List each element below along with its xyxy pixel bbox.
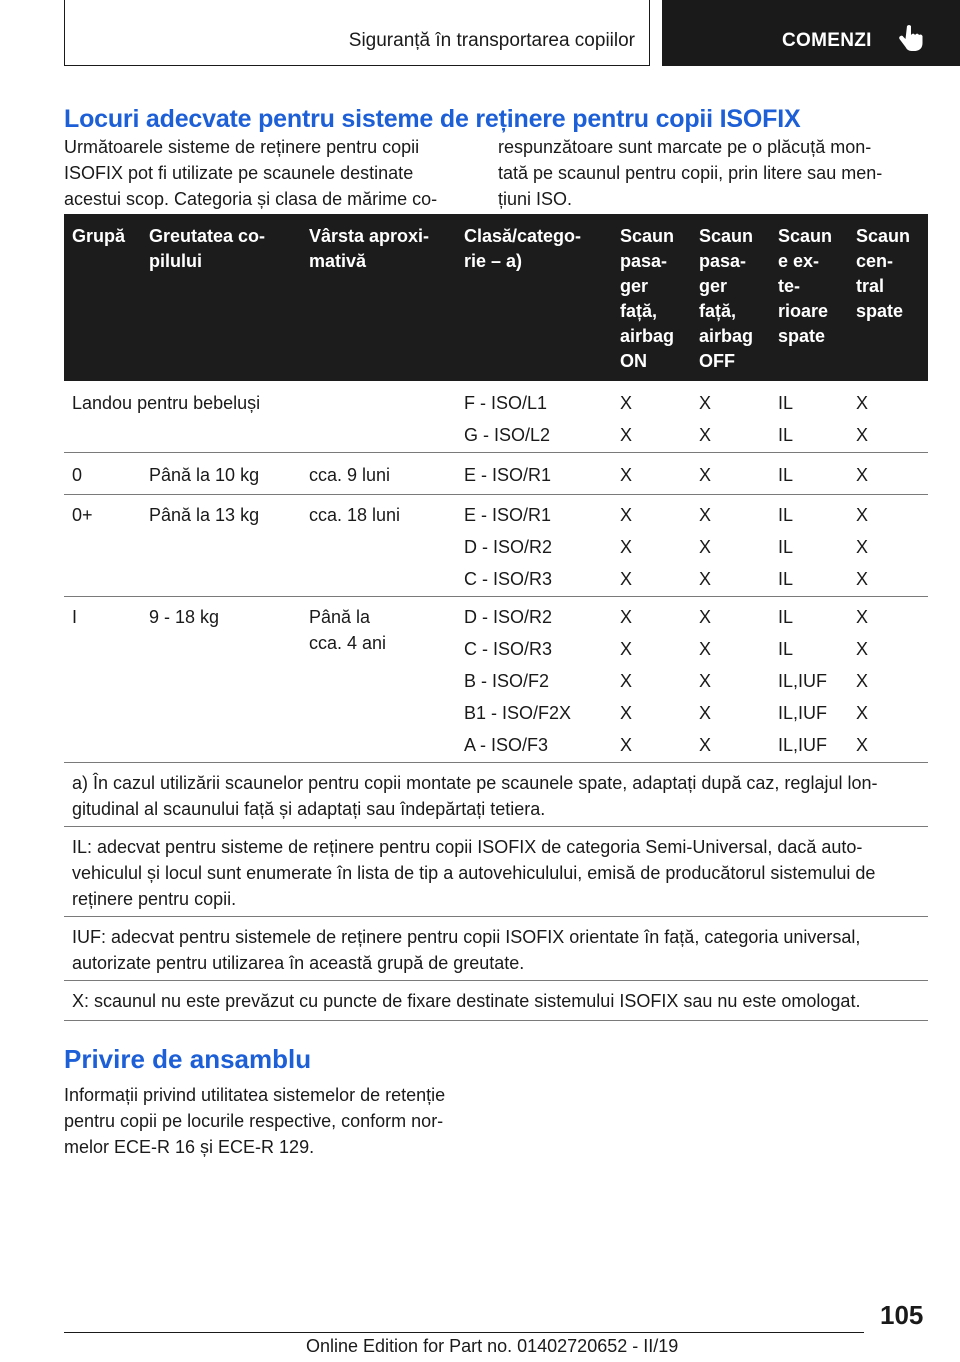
table-cell-group: 0+ <box>72 505 93 525</box>
footer-divider <box>64 1332 864 1333</box>
class-value: E - ISO/R1 <box>464 505 552 525</box>
overview-line: Informații privind utilitatea sistemelor de retenție <box>64 1085 446 1105</box>
rear-center-value: X <box>856 639 869 659</box>
table-note-x: X: scaunul nu este prevăzut cu puncte de fixare destinate sistemului ISOFIX sau nu este omologat. <box>72 991 861 1011</box>
class-value: D - ISO/R2 <box>464 607 553 627</box>
table-cell-front-off <box>699 390 711 454</box>
class-value: B - ISO/F2 <box>464 671 550 691</box>
table-cell-rear-outer <box>778 604 827 764</box>
table-cell-front-on: X <box>620 465 633 485</box>
header-section-box <box>64 0 650 66</box>
table-note-a: a) În cazul utilizării scaunelor pentru copii montate pe scaunele spate, adaptați după caz, reglajul lon-gitudinal al scaunului față și adaptați sau îndepărtați tetiera. <box>72 773 878 819</box>
front-off-value: X <box>699 607 712 627</box>
intro-line: acestui scop. Categoria și clasa de mărime co- <box>64 189 438 209</box>
rear-outer-value: IL <box>778 569 794 589</box>
table-cell-rear-outer: IL <box>778 465 794 485</box>
table-cell-front-on <box>620 604 632 764</box>
table-cell-group: 0 <box>72 465 83 485</box>
row-divider <box>64 980 928 981</box>
table-note-iuf: IUF: adecvat pentru sistemele de reținere pentru copii ISOFIX orientate în față, categoria universal, autorizate pentru utilizarea în această grupă de greutate. <box>72 927 861 973</box>
front-off-value: X <box>699 671 712 691</box>
overview-line: melor ECE-R 16 și ECE-R 129. <box>64 1137 315 1157</box>
front-on-value: X <box>620 607 633 627</box>
table-cell-front-off <box>699 604 711 764</box>
class-value: G - ISO/L2 <box>464 425 551 445</box>
rear-center-value: X <box>856 607 869 627</box>
front-off-value: X <box>699 703 712 723</box>
row-divider <box>64 826 928 827</box>
row-divider <box>64 452 928 453</box>
rear-center-value: X <box>856 703 869 723</box>
table-cell-rear-center <box>856 502 868 598</box>
rear-outer-value: IL <box>778 425 794 445</box>
table-cell-age: Până la cca. 4 ani <box>309 607 387 653</box>
class-value: A - ISO/F3 <box>464 735 549 755</box>
rear-center-value: X <box>856 735 869 755</box>
table-cell-group: Landou pentru bebeluși <box>72 393 261 413</box>
rear-center-value: X <box>856 537 869 557</box>
row-divider <box>64 494 928 495</box>
table-cell-weight: Până la 10 kg <box>149 465 260 485</box>
table-cell-group: I <box>72 607 78 627</box>
front-on-value: X <box>620 639 633 659</box>
front-off-value: X <box>699 505 712 525</box>
table-cell-classes <box>464 390 550 454</box>
table-header <box>64 214 928 381</box>
table-cell-rear-center <box>856 604 868 764</box>
row-divider <box>64 762 928 763</box>
intro-line: țiuni ISO. <box>498 189 573 209</box>
class-value: C - ISO/R3 <box>464 569 553 589</box>
header-weight: Greutatea co- pilului <box>149 226 266 271</box>
intro-column-2 <box>498 134 928 212</box>
row-divider <box>64 916 928 917</box>
table-cell-age: cca. 18 luni <box>309 505 401 525</box>
front-off-value: X <box>699 569 712 589</box>
rear-outer-value: IL,IUF <box>778 735 828 755</box>
page-title: Locuri adecvate pentru sisteme de reținere pentru copii ISOFIX <box>64 105 801 133</box>
rear-outer-value: IL <box>778 505 794 525</box>
front-off-value: X <box>699 425 712 445</box>
table-cell-front-off: X <box>699 465 712 485</box>
overview-text <box>64 1082 445 1160</box>
table-cell-rear-outer <box>778 390 793 454</box>
intro-line: Următoarele sisteme de reținere pentru copii <box>64 137 420 157</box>
front-on-value: X <box>620 735 633 755</box>
front-on-value: X <box>620 505 633 525</box>
front-on-value: X <box>620 393 633 413</box>
front-off-value: X <box>699 537 712 557</box>
overview-heading: Privire de ansamblu <box>64 1044 312 1074</box>
intro-line: respunzătoare sunt marcate pe o plăcuță mon- <box>498 137 872 157</box>
rear-center-value: X <box>856 425 869 445</box>
rear-center-value: X <box>856 505 869 525</box>
table-cell-classes: E - ISO/R1 <box>464 465 552 485</box>
rear-outer-value: IL,IUF <box>778 703 828 723</box>
table-cell-weight: 9 - 18 kg <box>149 607 220 627</box>
intro-column-1 <box>64 134 474 212</box>
front-on-value: X <box>620 425 633 445</box>
header-front-airbag-on: Scaun pasa- ger față, airbag ON <box>620 226 675 371</box>
rear-center-value: X <box>856 569 869 589</box>
table-cell-weight: Până la 13 kg <box>149 505 260 525</box>
rear-center-value: X <box>856 393 869 413</box>
rear-outer-value: IL <box>778 537 794 557</box>
row-divider <box>64 596 928 597</box>
class-value: B1 - ISO/F2X <box>464 703 572 723</box>
front-off-value: X <box>699 735 712 755</box>
intro-line: tată pe scaunul pentru copii, prin litere sau men- <box>498 163 883 183</box>
header-age: Vârsta aproxi- mativă <box>309 226 430 271</box>
table-cell-front-on <box>620 502 632 598</box>
hand-pointer-icon <box>899 24 923 52</box>
front-on-value: X <box>620 537 633 557</box>
table-cell-classes <box>464 502 552 598</box>
class-value: C - ISO/R3 <box>464 639 553 659</box>
table-cell-rear-center <box>856 390 868 454</box>
table-cell-classes <box>464 604 571 764</box>
front-on-value: X <box>620 703 633 723</box>
overview-line: pentru copii pe locurile respective, conform nor- <box>64 1111 444 1131</box>
rear-center-value: X <box>856 671 869 691</box>
front-off-value: X <box>699 393 712 413</box>
table-note-il: IL: adecvat pentru sisteme de reținere pentru copii ISOFIX de categoria Semi-Universal, dacă auto-vehiculul și locul sunt enumerate în lista de tip a autovehiculului, emisă de producătorul sistemului de reținere pentru copii. <box>72 837 876 909</box>
footer-edition: Online Edition for Part no. 01402720652 - II/19 <box>306 1336 679 1356</box>
header-rear-center: Scaun cen- tral spate <box>856 226 911 321</box>
header-rear-outer: Scaun e ex- te- rioare spate <box>778 226 833 346</box>
header-chapter-title: COMENZI <box>782 30 872 51</box>
table-cell-front-off <box>699 502 711 598</box>
header-front-airbag-off: Scaun pasa- ger față, airbag OFF <box>699 226 754 371</box>
header-class: Clasă/catego- rie – a) <box>464 226 582 271</box>
header-group: Grupă <box>72 226 126 246</box>
front-off-value: X <box>699 639 712 659</box>
class-value: F - ISO/L1 <box>464 393 548 413</box>
page-number: 105 <box>880 1300 924 1330</box>
rear-outer-value: IL <box>778 393 794 413</box>
intro-line: ISOFIX pot fi utilizate pe scaunele destinate <box>64 163 414 183</box>
rear-outer-value: IL <box>778 639 794 659</box>
table-cell-rear-center: X <box>856 465 869 485</box>
header-chapter-box <box>662 0 960 66</box>
rear-outer-value: IL <box>778 607 794 627</box>
table-cell-front-on <box>620 390 632 454</box>
front-on-value: X <box>620 671 633 691</box>
front-on-value: X <box>620 569 633 589</box>
rear-outer-value: IL,IUF <box>778 671 828 691</box>
table-cell-rear-outer <box>778 502 793 598</box>
class-value: D - ISO/R2 <box>464 537 553 557</box>
header-section-title: Siguranță în transportarea copiilor <box>348 30 635 51</box>
row-divider <box>64 1020 928 1021</box>
table-cell-age: cca. 9 luni <box>309 465 391 485</box>
